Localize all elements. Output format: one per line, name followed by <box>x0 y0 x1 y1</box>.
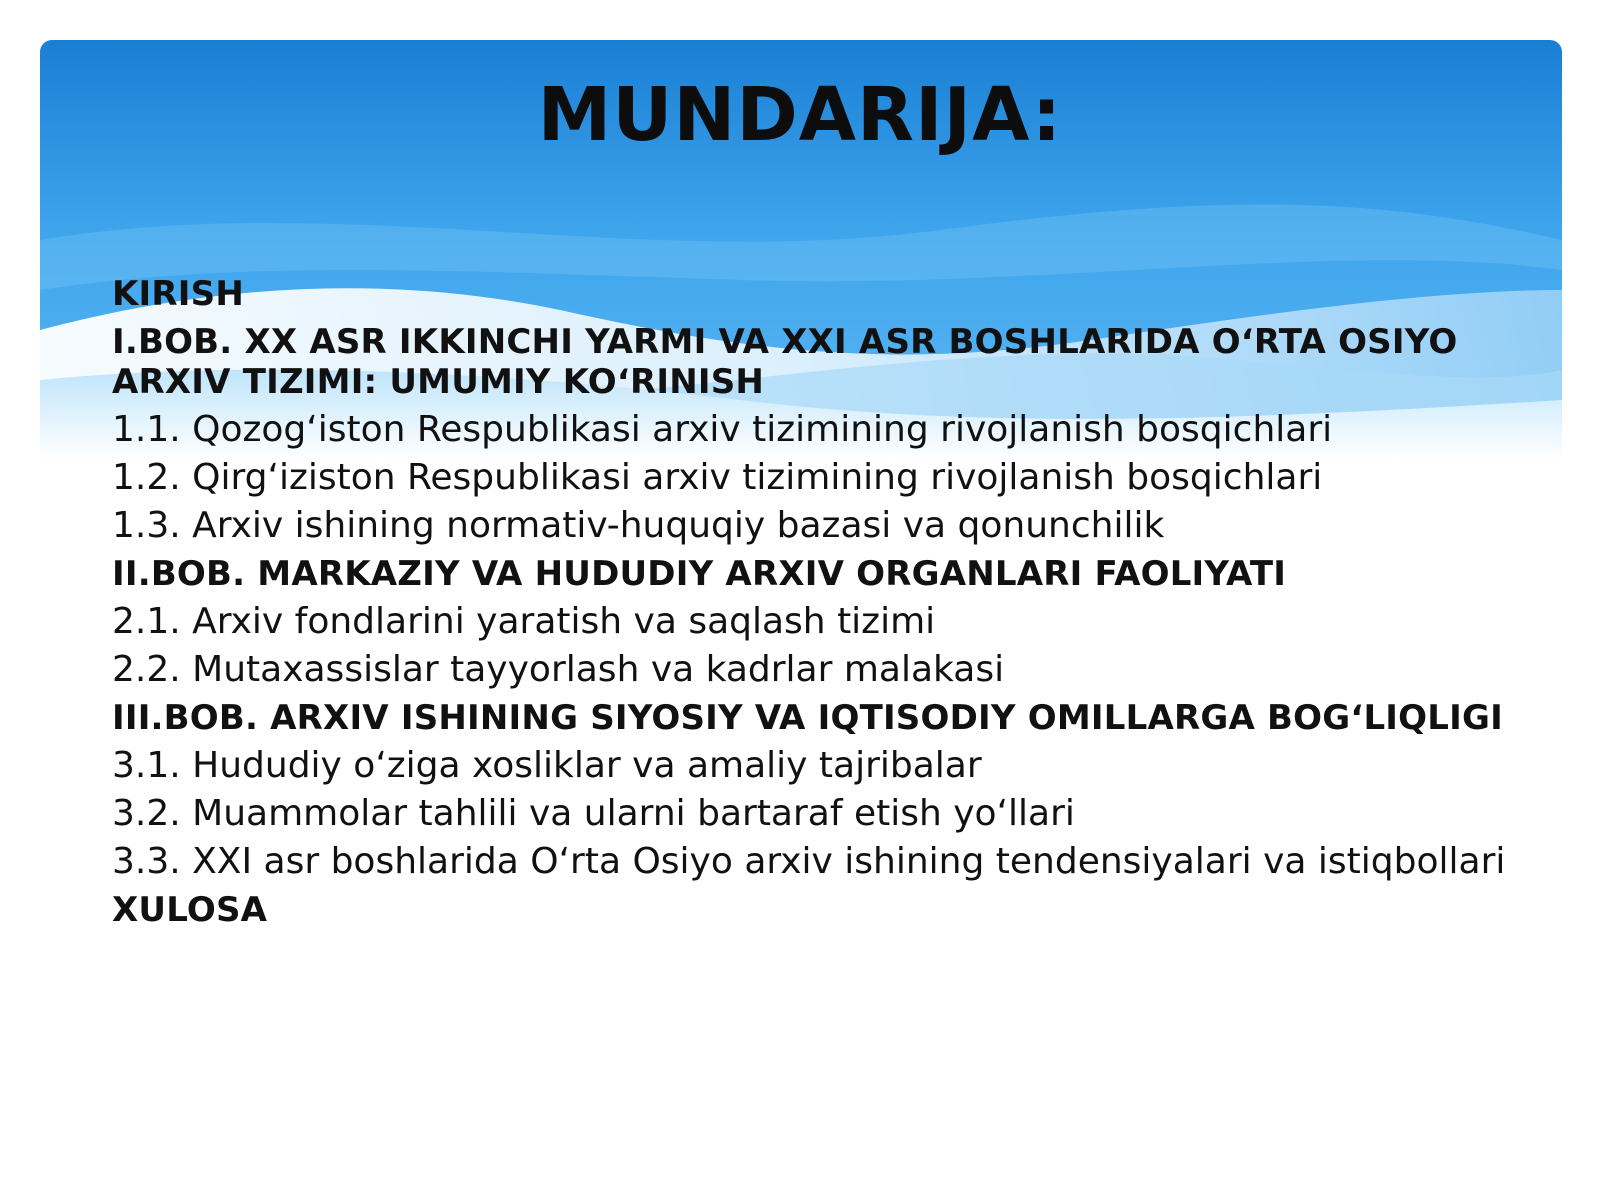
toc-section-1-1: 1.1. Qozog‘iston Respublikasi arxiv tizimining rivojlanish bosqichlari <box>112 409 1333 450</box>
toc-section-1-3: 1.3. Arxiv ishining normativ-huquqiy bazasi va qonunchilik <box>112 505 1165 546</box>
toc-conclusion: XULOSA <box>112 890 268 930</box>
toc-intro: KIRISH <box>112 274 244 314</box>
toc-section-1-2: 1.2. Qirg‘iziston Respublikasi arxiv tizimining rivojlanish bosqichlari <box>112 457 1323 498</box>
toc-chapter-2-title: II.BOB. MARKAZIY VA HUDUDIY ARXIV ORGANLARI FAOLIYATI <box>112 554 1287 594</box>
toc-section-2-1: 2.1. Arxiv fondlarini yaratish va saqlash tizimi <box>112 601 936 642</box>
slide-title: MUNDARIJA: <box>537 72 1063 158</box>
toc-section-3-2: 3.2. Muammolar tahlili va ularni bartaraf etish yo‘llari <box>112 793 1075 834</box>
toc-section-2-2: 2.2. Mutaxassislar tayyorlash va kadrlar malakasi <box>112 649 1005 690</box>
toc-chapter-1-title: I.BOB. XX ASR IKKINCHI YARMI VA XXI ASR BOSHLARIDA O‘RTA OSIYO ARXIV TIZIMI: UMUMIY KO‘RINISH <box>112 322 1458 402</box>
table-of-contents <box>112 270 1532 934</box>
toc-chapter-3-title: III.BOB. ARXIV ISHINING SIYOSIY VA IQTISODIY OMILLARGA BOG‘LIQLIGI <box>112 698 1503 738</box>
toc-section-3-1: 3.1. Hududiy o‘ziga xosliklar va amaliy tajribalar <box>112 745 982 786</box>
toc-section-3-3: 3.3. XXI asr boshlarida O‘rta Osiyo arxiv ishining tendensiyalari va istiqbollari <box>112 841 1506 882</box>
